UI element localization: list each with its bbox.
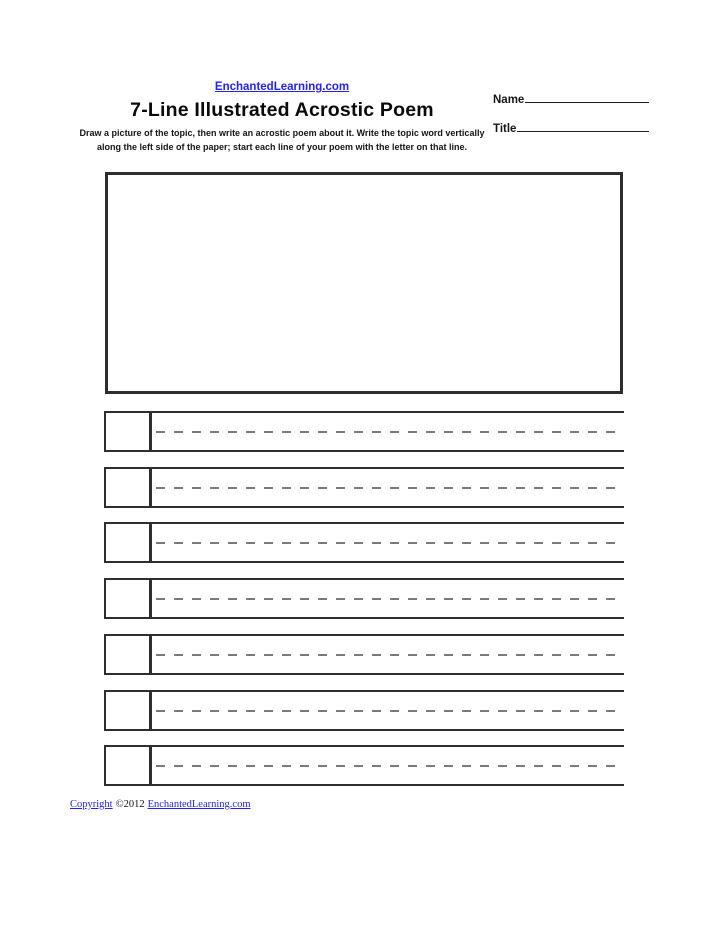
dashed-writing-line: [156, 542, 621, 544]
instructions-line-2: along the left side of the paper; start each line of your poem with the letter on that line.: [96, 141, 468, 152]
dashed-writing-line: [156, 710, 621, 712]
student-fields: [493, 91, 649, 135]
acrostic-letter-box: [104, 636, 152, 673]
poem-line-row: [104, 690, 624, 731]
worksheet-header: [70, 77, 494, 154]
acrostic-letter-box: [104, 524, 152, 561]
dashed-writing-line: [156, 765, 621, 767]
poem-line-row: [104, 578, 624, 619]
acrostic-letter-box: [104, 580, 152, 617]
dashed-writing-line: [156, 598, 621, 600]
copyright-year: ©2012: [115, 799, 145, 810]
instructions-line-1: Draw a picture of the topic, then write an acrostic poem about it. Write the topic word vertically: [79, 128, 485, 138]
footer-site-link[interactable]: EnchantedLearning.com: [147, 799, 251, 810]
title-field: [493, 120, 649, 135]
dashed-writing-line: [156, 431, 621, 433]
copyright-link[interactable]: Copyright: [70, 799, 113, 810]
poem-line-row: [104, 522, 624, 563]
acrostic-letter-box: [104, 469, 152, 506]
page-title: 7-Line Illustrated Acrostic Poem: [130, 99, 434, 121]
site-header-link[interactable]: EnchantedLearning.com: [214, 81, 350, 93]
title-field-label: Title: [493, 123, 517, 135]
acrostic-letter-box: [104, 413, 152, 450]
picture-drawing-box: [105, 172, 623, 394]
acrostic-letter-box: [104, 747, 152, 784]
acrostic-letter-box: [104, 692, 152, 729]
poem-line-row: [104, 745, 624, 786]
dashed-writing-line: [156, 654, 621, 656]
title-fill-line: [517, 120, 649, 132]
poem-line-row: [104, 411, 624, 452]
poem-line-row: [104, 467, 624, 508]
name-fill-line: [525, 91, 649, 103]
name-field-label: Name: [493, 94, 525, 106]
footer: [70, 799, 251, 810]
name-field: [493, 91, 649, 106]
dashed-writing-line: [156, 487, 621, 489]
poem-line-row: [104, 634, 624, 675]
